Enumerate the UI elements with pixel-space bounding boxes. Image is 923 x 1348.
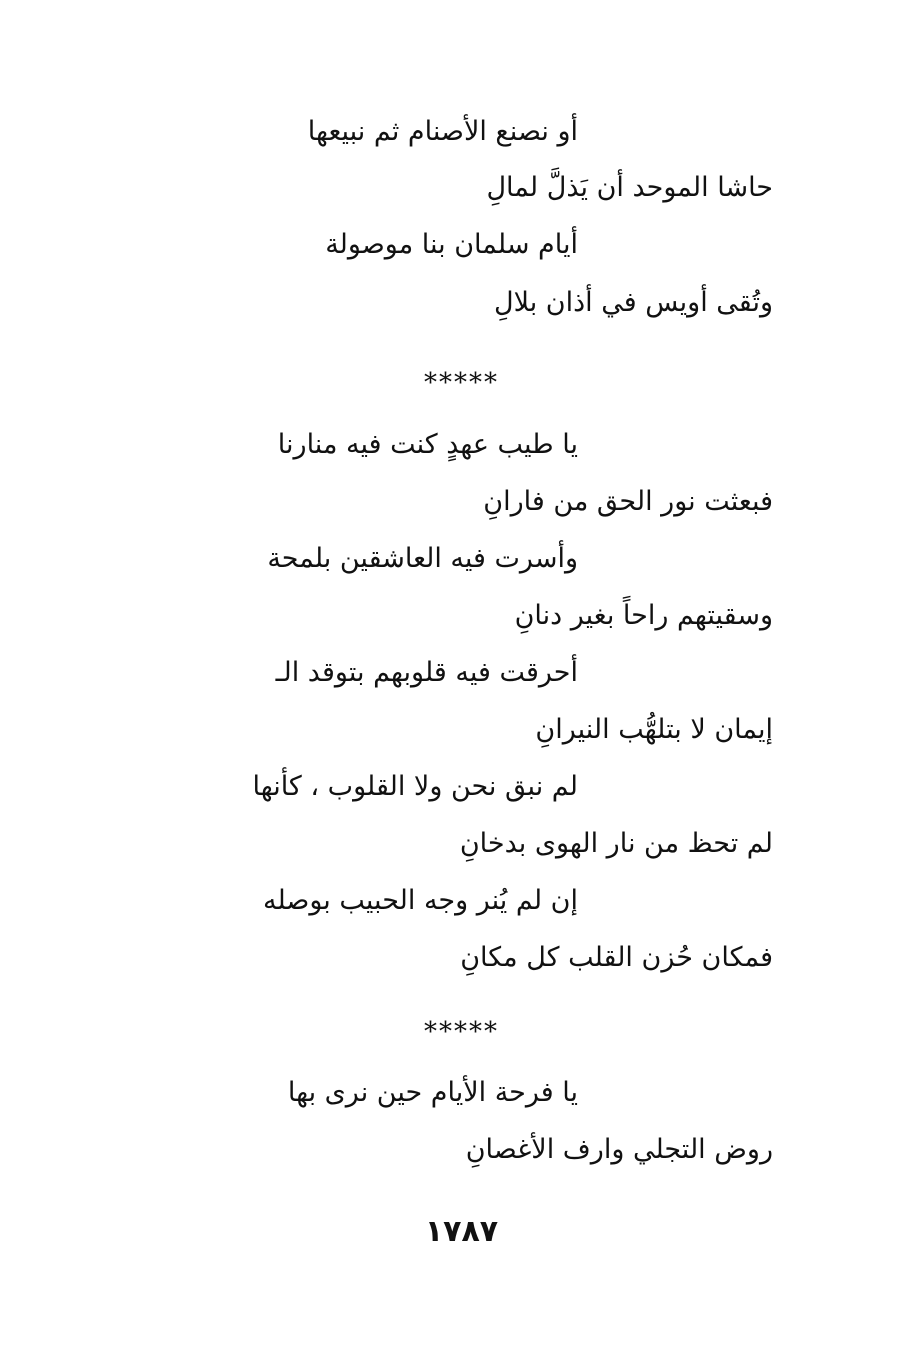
verse-line: إيمان لا بتلهُّب النيرانِ [535, 714, 773, 745]
verse-line: روض التجلي وارف الأغصانِ [465, 1134, 773, 1165]
verse-line: وسقيتهم راحاً بغير دنانِ [514, 600, 773, 631]
verse-line: إن لم يُنر وجه الحبيب بوصله [263, 885, 578, 916]
page-number: ١٧٨٧ [424, 1214, 499, 1249]
verse-line: حاشا الموحد أن يَذلَّ لمالِ [486, 172, 773, 203]
verse-line: أو نصنع الأصنام ثم نبيعها [307, 116, 578, 147]
verse-line: فبعثت نور الحق من فارانِ [483, 486, 773, 517]
verse-line: وأسرت فيه العاشقين بلمحة [267, 543, 578, 574]
verse-line: أحرقت فيه قلوبهم بتوقد الـ [275, 657, 578, 688]
verse-line: لم تحظ من نار الهوى بدخانِ [459, 828, 773, 859]
stanza-separator: ***** [424, 368, 499, 398]
verse-line: يا فرحة الأيام حين نرى بها [287, 1077, 578, 1108]
verse-line: أيام سلمان بنا موصولة [325, 229, 578, 260]
verse-line: لم نبق نحن ولا القلوب ، كأنها [252, 771, 578, 802]
verse-line: فمكان حُزن القلب كل مكانِ [460, 942, 773, 973]
verse-line: وتُقى أويس في أذان بلالِ [493, 287, 773, 318]
stanza-separator: ***** [424, 1017, 499, 1047]
verse-line: يا طيب عهدٍ كنت فيه منارنا [277, 429, 578, 460]
